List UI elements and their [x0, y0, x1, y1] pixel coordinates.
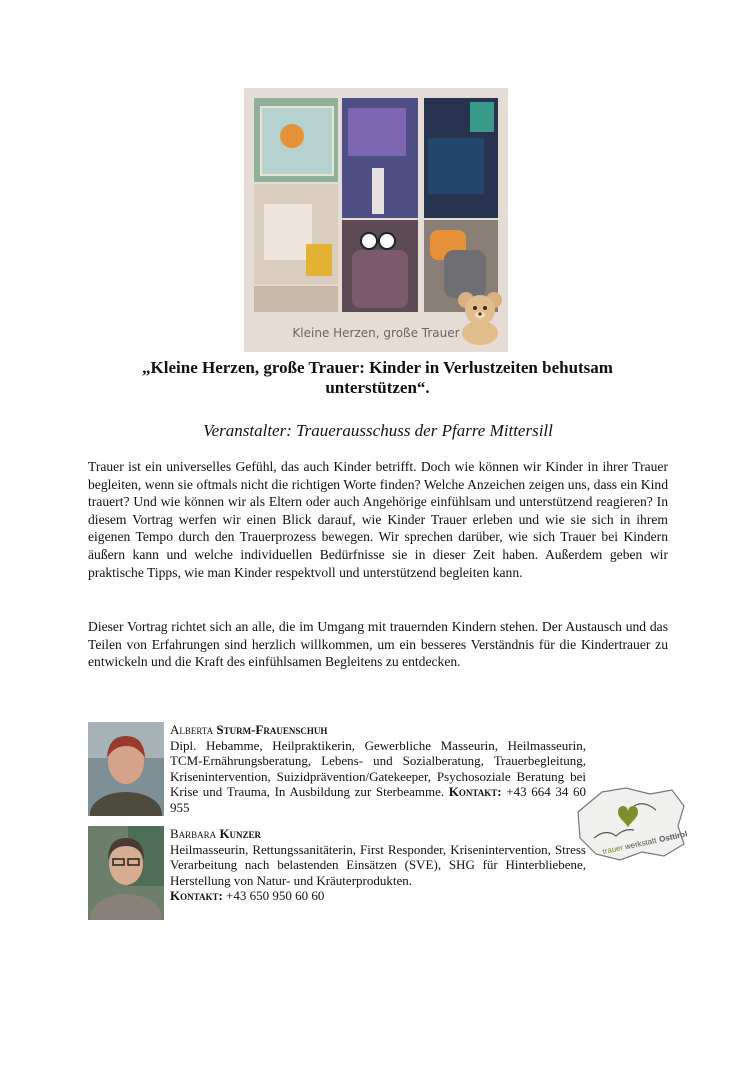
phone-number: +43 650 950 60 60	[226, 888, 325, 904]
description-paragraph: Dieser Vortrag richtet sich an alle, die im Umgang mit trauernden Kindern stehen. Der Austausch und das Teilen von Erfahrungen sind herzlich willkommen, um ein besseres Verständnis für die Kindertrauer zu entwickeln und die Kraft des einfühlsamen Begleitens zu entdecken.	[88, 619, 668, 670]
contact-label: Kontakt:	[170, 888, 223, 904]
speaker-photo	[88, 722, 164, 816]
logo-text: werkstatt	[624, 835, 658, 852]
collage-tile-fabric-books	[254, 184, 338, 284]
speaker-description: Heilmasseurin, Rettungssanitäterin, First Responder, Krisenintervention, Stress Verarbeitung nach belastenden Einsätzen (SVE), SHG für Hinterbliebene, Herstellung von Natur- und Kräuterprodukten.	[170, 841, 586, 888]
speaker-photo	[88, 826, 164, 920]
logo-text: Osttirol	[658, 829, 689, 845]
trauerwerkstatt-logo	[572, 782, 690, 866]
avatar	[88, 722, 164, 816]
collage-caption: Kleine Herzen, große Trauer	[292, 326, 460, 340]
header-collage-image	[244, 88, 508, 352]
collage-tile-book-stars	[342, 98, 418, 218]
contact-label: Kontakt:	[448, 784, 502, 800]
organizer-line: Veranstalter: Trauerausschuss der Pfarre Mittersill	[203, 421, 553, 440]
speaker-name: Alberta Sturm-Frauenschuh	[170, 722, 328, 737]
phone-number: +43 664 34 60 955	[170, 784, 587, 815]
speaker-description: Dipl. Hebamme, Heilpraktikerin, Gewerbliche Masseurin, Heilmasseurin, TCM-Ernährungsberatung, Lebens- und Sozialberatung, Trauerbegleitung, Krisenintervention, Suizidprävention/Gatekeeper, Psychosoziale Beratung bei Krise und Trauma, In Ausbildung zur Sterbeamme.	[170, 737, 586, 800]
avatar	[88, 826, 164, 920]
description-paragraph: Trauer ist ein universelles Gefühl, das auch Kinder betrifft. Doch wie können wir Kinder in ihrer Trauer begleiten, wenn sie oftmals nicht die richtigen Worte finden? Welche Anzeichen zeigen uns, dass ein Kind trauert? Und wie können wir als Eltern oder auch Angehörige einfühlsam und unterstützend reagieren? In diesem Vortrag werfen wir einen Blick darauf, wie Kinder Trauer erleben und wie sie sich in ihrem eigenen Tempo durch den Trauerprozess bewegen. Wir sprechen darüber, wie sich Trauer bei Kindern äußern kann und welche individuellen Bedürfnisse sie in dieser Zeit haben. Außerdem geben wir praktische Tipps, wie man Kinder respektvoll und unterstützend begleiten kann.	[88, 459, 668, 580]
collage-tile-fabric	[254, 286, 338, 312]
speaker-text	[170, 722, 586, 816]
collage-tile-puppet	[342, 220, 418, 312]
speaker-text	[170, 826, 586, 904]
collage-tile-book-papa-stern	[424, 98, 498, 218]
logo-text: trauer	[601, 842, 624, 857]
collage-tile-book-bird	[254, 98, 338, 182]
speaker-name: Barbara Kunzer	[170, 826, 262, 841]
event-title: „Kleine Herzen, große Trauer: Kinder in Verlustzeiten behutsam unterstützen“.	[142, 358, 613, 397]
